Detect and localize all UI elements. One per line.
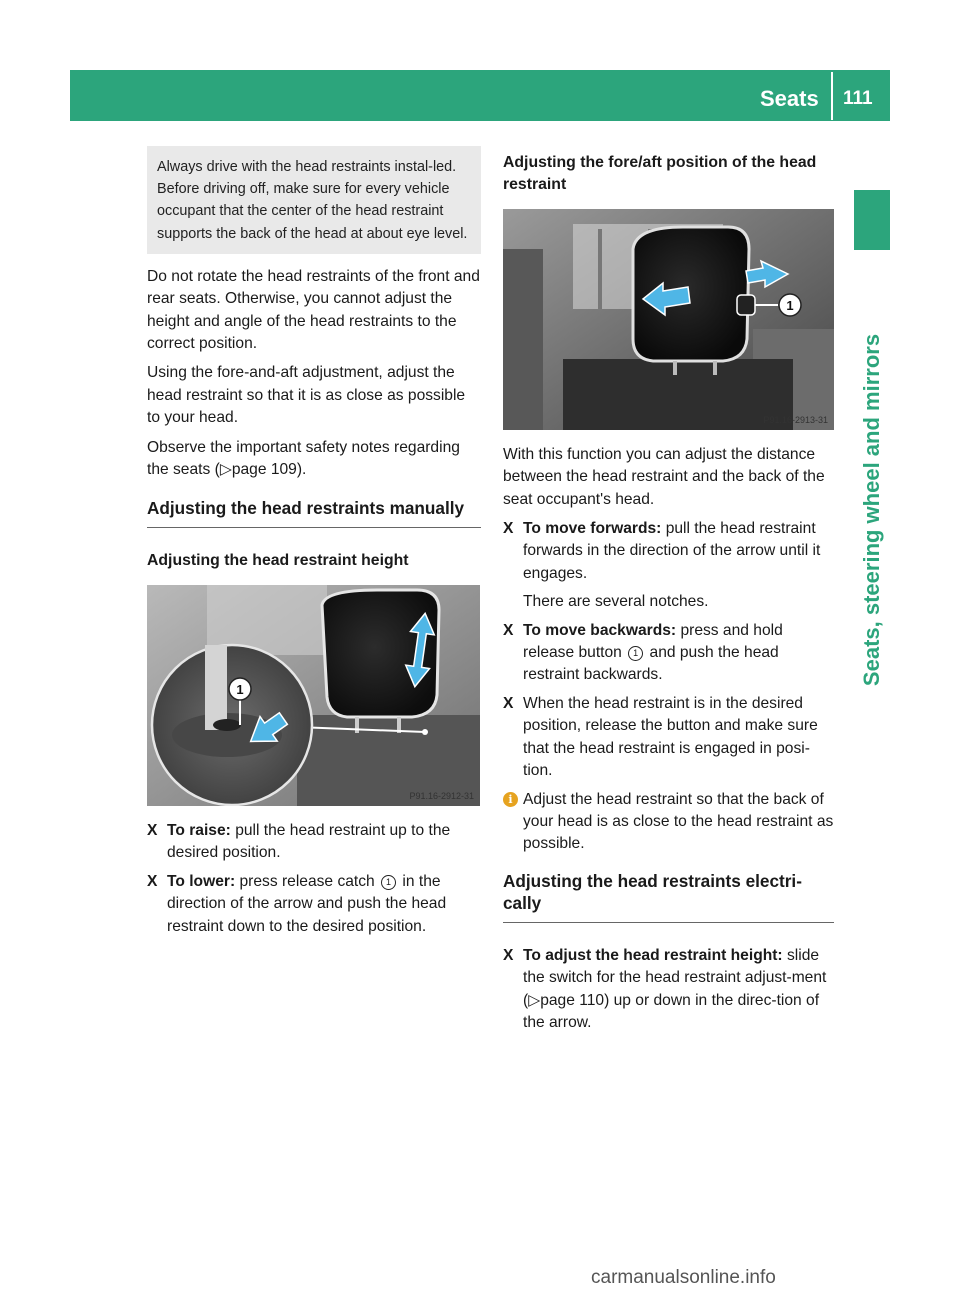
page-ref-link[interactable]: page 109). [231, 461, 307, 479]
paragraph: With this function you can adjust the distance between the head restraint and the back of the seat occupant's head. [503, 445, 825, 508]
callout-number: 1 [236, 681, 244, 697]
warning-note: Always drive with the head restraints instal-led. Before driving off, make sure for every vehicle occupant that the center of the head restraint supports the back of the head at about eye level. [147, 146, 481, 254]
callout-number: 1 [786, 297, 794, 313]
step-electric-height: X To adjust the head restraint height: slide the switch for the head restraint adjust-ment (▷page 110) up or down in the direc-tion of the arrow. [503, 946, 827, 1031]
chapter-tab [854, 190, 890, 250]
chapter-label: Seats, steering wheel and mirrors [859, 333, 884, 687]
step-release: X When the head restraint is in the desired position, release the button and make sure that the head restraint is engaged in posi-tion. [503, 694, 818, 780]
paragraph: Do not rotate the head restraints of the front and rear seats. Otherwise, you cannot adjust the height and angle of the head restraints to the correct position. [147, 267, 480, 353]
section-title: Seats [760, 86, 819, 111]
step-move-forwards: X To move forwards: pull the head restraint forwards in the direction of the arrow until it engages. [503, 520, 821, 582]
subsection-heading: Adjusting the fore/aft position of the head restraint [503, 154, 817, 194]
paragraph: Observe the important safety notes regarding the seats (▷page 109). [147, 438, 460, 479]
step-marker-icon: X [147, 821, 158, 839]
step-move-backwards: X To move backwards: press and hold release button 1 and push the head restraint backwards. [503, 621, 783, 684]
info-note: i Adjust the head restraint so that the back of your head is as close to the head restraint as possible. [503, 789, 834, 856]
callout-1-icon: 1 [381, 875, 396, 890]
left-column [147, 146, 481, 944]
watermark: carmanualsonline.info [591, 1267, 776, 1288]
head-restraint-height-figure [147, 585, 480, 806]
page-ref-link[interactable]: page 110) up or down in the direc-tion of the arrow. [523, 991, 820, 1031]
page-number: 111 [843, 88, 873, 109]
section-heading: Adjusting the head restraints manually [147, 497, 481, 528]
paragraph: Using the fore-and-aft adjustment, adjust the head restraint so that it is as close as possible to your head. [147, 364, 466, 427]
step-marker-icon: X [147, 872, 158, 890]
step-marker-icon: X [503, 621, 514, 639]
right-column [503, 152, 834, 1040]
subsection-heading: Adjusting the head restraint height [147, 552, 409, 570]
step-raise: X To raise: pull the head restraint up to the desired position. [147, 821, 451, 862]
step-note: There are several notches. [523, 593, 709, 611]
head-restraint-fore-aft-figure [503, 209, 836, 430]
step-lower: X To lower: press release catch 1 in the direction of the arrow and push the head restraint down to the desired position. [147, 872, 447, 935]
section-heading: Adjusting the head restraints electri-cally [503, 870, 834, 923]
callout-1-icon: 1 [628, 646, 643, 661]
figure-code: P91.16-2912-31 [409, 790, 474, 801]
figure-code: P91.16-2913-31 [763, 414, 828, 425]
step-marker-icon: X [503, 946, 514, 964]
info-icon: i [503, 792, 518, 807]
step-marker-icon: X [503, 694, 514, 712]
page-ref-arrow-icon: ▷ [219, 461, 232, 479]
header-divider [831, 72, 833, 120]
page-ref-arrow-icon: ▷ [528, 991, 541, 1009]
step-marker-icon: X [503, 520, 514, 538]
